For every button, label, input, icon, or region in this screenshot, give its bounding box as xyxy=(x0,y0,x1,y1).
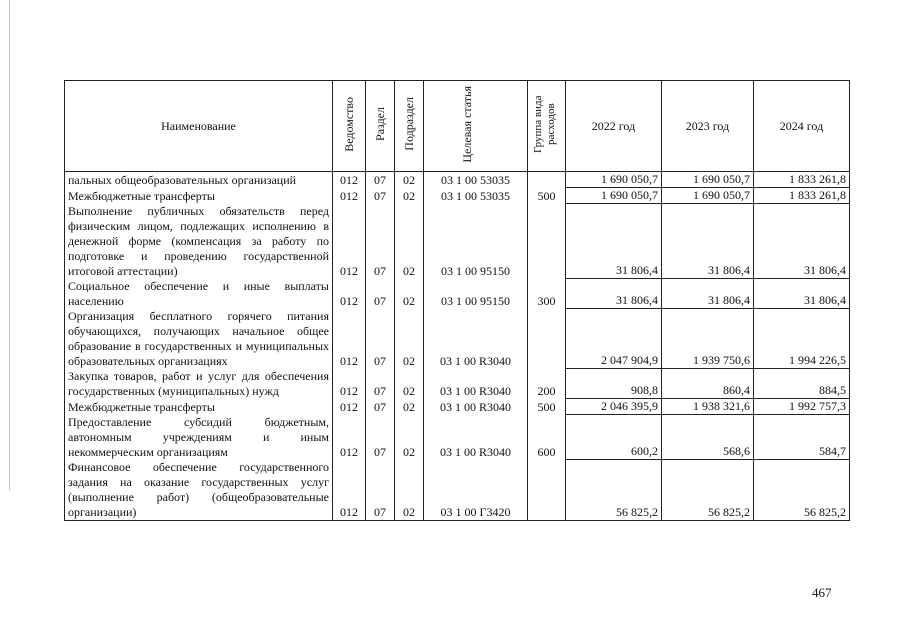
header-razdel-text: Раздел xyxy=(372,107,387,141)
row-2024: 1 994 226,5 xyxy=(754,309,850,369)
header-target-text: Целевая статья xyxy=(459,85,474,163)
header-target xyxy=(424,81,528,172)
row-podrazdel: 02 xyxy=(395,460,424,521)
header-name: Наименование xyxy=(65,81,333,172)
row-vedomstvo: 012 xyxy=(333,279,366,309)
row-group xyxy=(528,460,566,521)
table-row xyxy=(65,188,850,204)
row-2024: 584,7 xyxy=(754,415,850,460)
table-row xyxy=(65,309,850,369)
row-group: 500 xyxy=(528,188,566,204)
row-2023: 860,4 xyxy=(662,369,754,399)
row-vedomstvo: 012 xyxy=(333,369,366,399)
row-name: Межбюджетные трансферты xyxy=(65,399,333,415)
row-razdel: 07 xyxy=(366,309,395,369)
row-razdel: 07 xyxy=(366,172,395,188)
row-2024: 1 833 261,8 xyxy=(754,172,850,188)
row-2022: 56 825,2 xyxy=(566,460,662,521)
row-vedomstvo: 012 xyxy=(333,188,366,204)
row-2023: 568,6 xyxy=(662,415,754,460)
row-2023: 31 806,4 xyxy=(662,279,754,309)
table-row xyxy=(65,399,850,415)
row-vedomstvo: 012 xyxy=(333,204,366,279)
header-2024: 2024 год xyxy=(754,81,850,172)
table-row xyxy=(65,172,850,188)
row-2024: 1 833 261,8 xyxy=(754,188,850,204)
row-name: Закупка товаров, работ и услуг для обеспечения государственных (муниципальных) нужд xyxy=(65,369,333,399)
row-2023: 56 825,2 xyxy=(662,460,754,521)
row-vedomstvo: 012 xyxy=(333,309,366,369)
row-2023: 1 690 050,7 xyxy=(662,188,754,204)
row-name: Межбюджетные трансферты xyxy=(65,188,333,204)
row-target: 03 1 00 Г3420 xyxy=(424,460,528,521)
table-header xyxy=(65,81,850,172)
budget-table xyxy=(64,80,850,521)
row-2022: 1 690 050,7 xyxy=(566,188,662,204)
row-vedomstvo: 012 xyxy=(333,399,366,415)
row-2023: 31 806,4 xyxy=(662,204,754,279)
row-name: Организация бесплатного горячего питания обучающихся, получающих начальное общее образование в государственных и муниципальных образовательных организациях xyxy=(65,309,333,369)
table-row xyxy=(65,369,850,399)
table-body xyxy=(65,172,850,521)
row-2022: 600,2 xyxy=(566,415,662,460)
table-row xyxy=(65,415,850,460)
row-2022: 908,8 xyxy=(566,369,662,399)
row-2022: 2 046 395,9 xyxy=(566,399,662,415)
row-target: 03 1 00 R3040 xyxy=(424,369,528,399)
row-target: 03 1 00 53035 xyxy=(424,172,528,188)
row-2023: 1 690 050,7 xyxy=(662,172,754,188)
table-row xyxy=(65,204,850,279)
row-razdel: 07 xyxy=(366,369,395,399)
row-razdel: 07 xyxy=(366,279,395,309)
row-podrazdel: 02 xyxy=(395,309,424,369)
row-2024: 31 806,4 xyxy=(754,204,850,279)
row-name: Предоставление субсидий бюджетным, автономным учреждениям и иным некоммерческим организациям xyxy=(65,415,333,460)
row-razdel: 07 xyxy=(366,188,395,204)
page-number: 467 xyxy=(812,585,832,600)
row-podrazdel: 02 xyxy=(395,279,424,309)
row-name: Финансовое обеспечение государственного задания на оказание государственных услуг (выполнение работ) (общеобразовательные организации) xyxy=(65,460,333,521)
scan-margin-line xyxy=(9,0,10,490)
header-group-text: Группа вида расходов xyxy=(531,95,557,153)
table-row xyxy=(65,460,850,521)
row-vedomstvo: 012 xyxy=(333,460,366,521)
row-target: 03 1 00 95150 xyxy=(424,279,528,309)
row-2023: 1 939 750,6 xyxy=(662,309,754,369)
row-razdel: 07 xyxy=(366,460,395,521)
row-podrazdel: 02 xyxy=(395,204,424,279)
row-name: Выполнение публичных обязательств перед физическим лицом, подлежащих исполнению в денежной форме (компенсация за работу по подготовке и проведению государственной итоговой аттестации) xyxy=(65,204,333,279)
header-2022: 2022 год xyxy=(566,81,662,172)
row-2024: 1 992 757,3 xyxy=(754,399,850,415)
row-group: 300 xyxy=(528,279,566,309)
row-2022: 2 047 904,9 xyxy=(566,309,662,369)
row-group: 200 xyxy=(528,369,566,399)
row-podrazdel: 02 xyxy=(395,172,424,188)
header-podrazdel xyxy=(395,81,424,172)
row-target: 03 1 00 R3040 xyxy=(424,309,528,369)
header-2023: 2023 год xyxy=(662,81,754,172)
header-vedomstvo-text: Ведомство xyxy=(341,96,356,152)
row-razdel: 07 xyxy=(366,399,395,415)
row-2023: 1 938 321,6 xyxy=(662,399,754,415)
row-razdel: 07 xyxy=(366,415,395,460)
row-name: пальных общеобразовательных организаций xyxy=(65,172,333,188)
row-podrazdel: 02 xyxy=(395,188,424,204)
header-group xyxy=(528,81,566,172)
row-2022: 1 690 050,7 xyxy=(566,172,662,188)
row-podrazdel: 02 xyxy=(395,369,424,399)
row-razdel: 07 xyxy=(366,204,395,279)
row-vedomstvo: 012 xyxy=(333,172,366,188)
header-vedomstvo xyxy=(333,81,366,172)
row-group xyxy=(528,204,566,279)
row-vedomstvo: 012 xyxy=(333,415,366,460)
row-2022: 31 806,4 xyxy=(566,204,662,279)
row-podrazdel: 02 xyxy=(395,415,424,460)
table-row xyxy=(65,279,850,309)
header-razdel xyxy=(366,81,395,172)
row-target: 03 1 00 R3040 xyxy=(424,415,528,460)
row-target: 03 1 00 95150 xyxy=(424,204,528,279)
row-2022: 31 806,4 xyxy=(566,279,662,309)
row-group xyxy=(528,172,566,188)
row-podrazdel: 02 xyxy=(395,399,424,415)
row-target: 03 1 00 R3040 xyxy=(424,399,528,415)
header-podrazdel-text: Подраздел xyxy=(401,97,416,151)
row-group: 600 xyxy=(528,415,566,460)
row-2024: 56 825,2 xyxy=(754,460,850,521)
row-2024: 31 806,4 xyxy=(754,279,850,309)
row-name: Социальное обеспечение и иные выплаты населению xyxy=(65,279,333,309)
row-target: 03 1 00 53035 xyxy=(424,188,528,204)
row-2024: 884,5 xyxy=(754,369,850,399)
row-group xyxy=(528,309,566,369)
row-group: 500 xyxy=(528,399,566,415)
